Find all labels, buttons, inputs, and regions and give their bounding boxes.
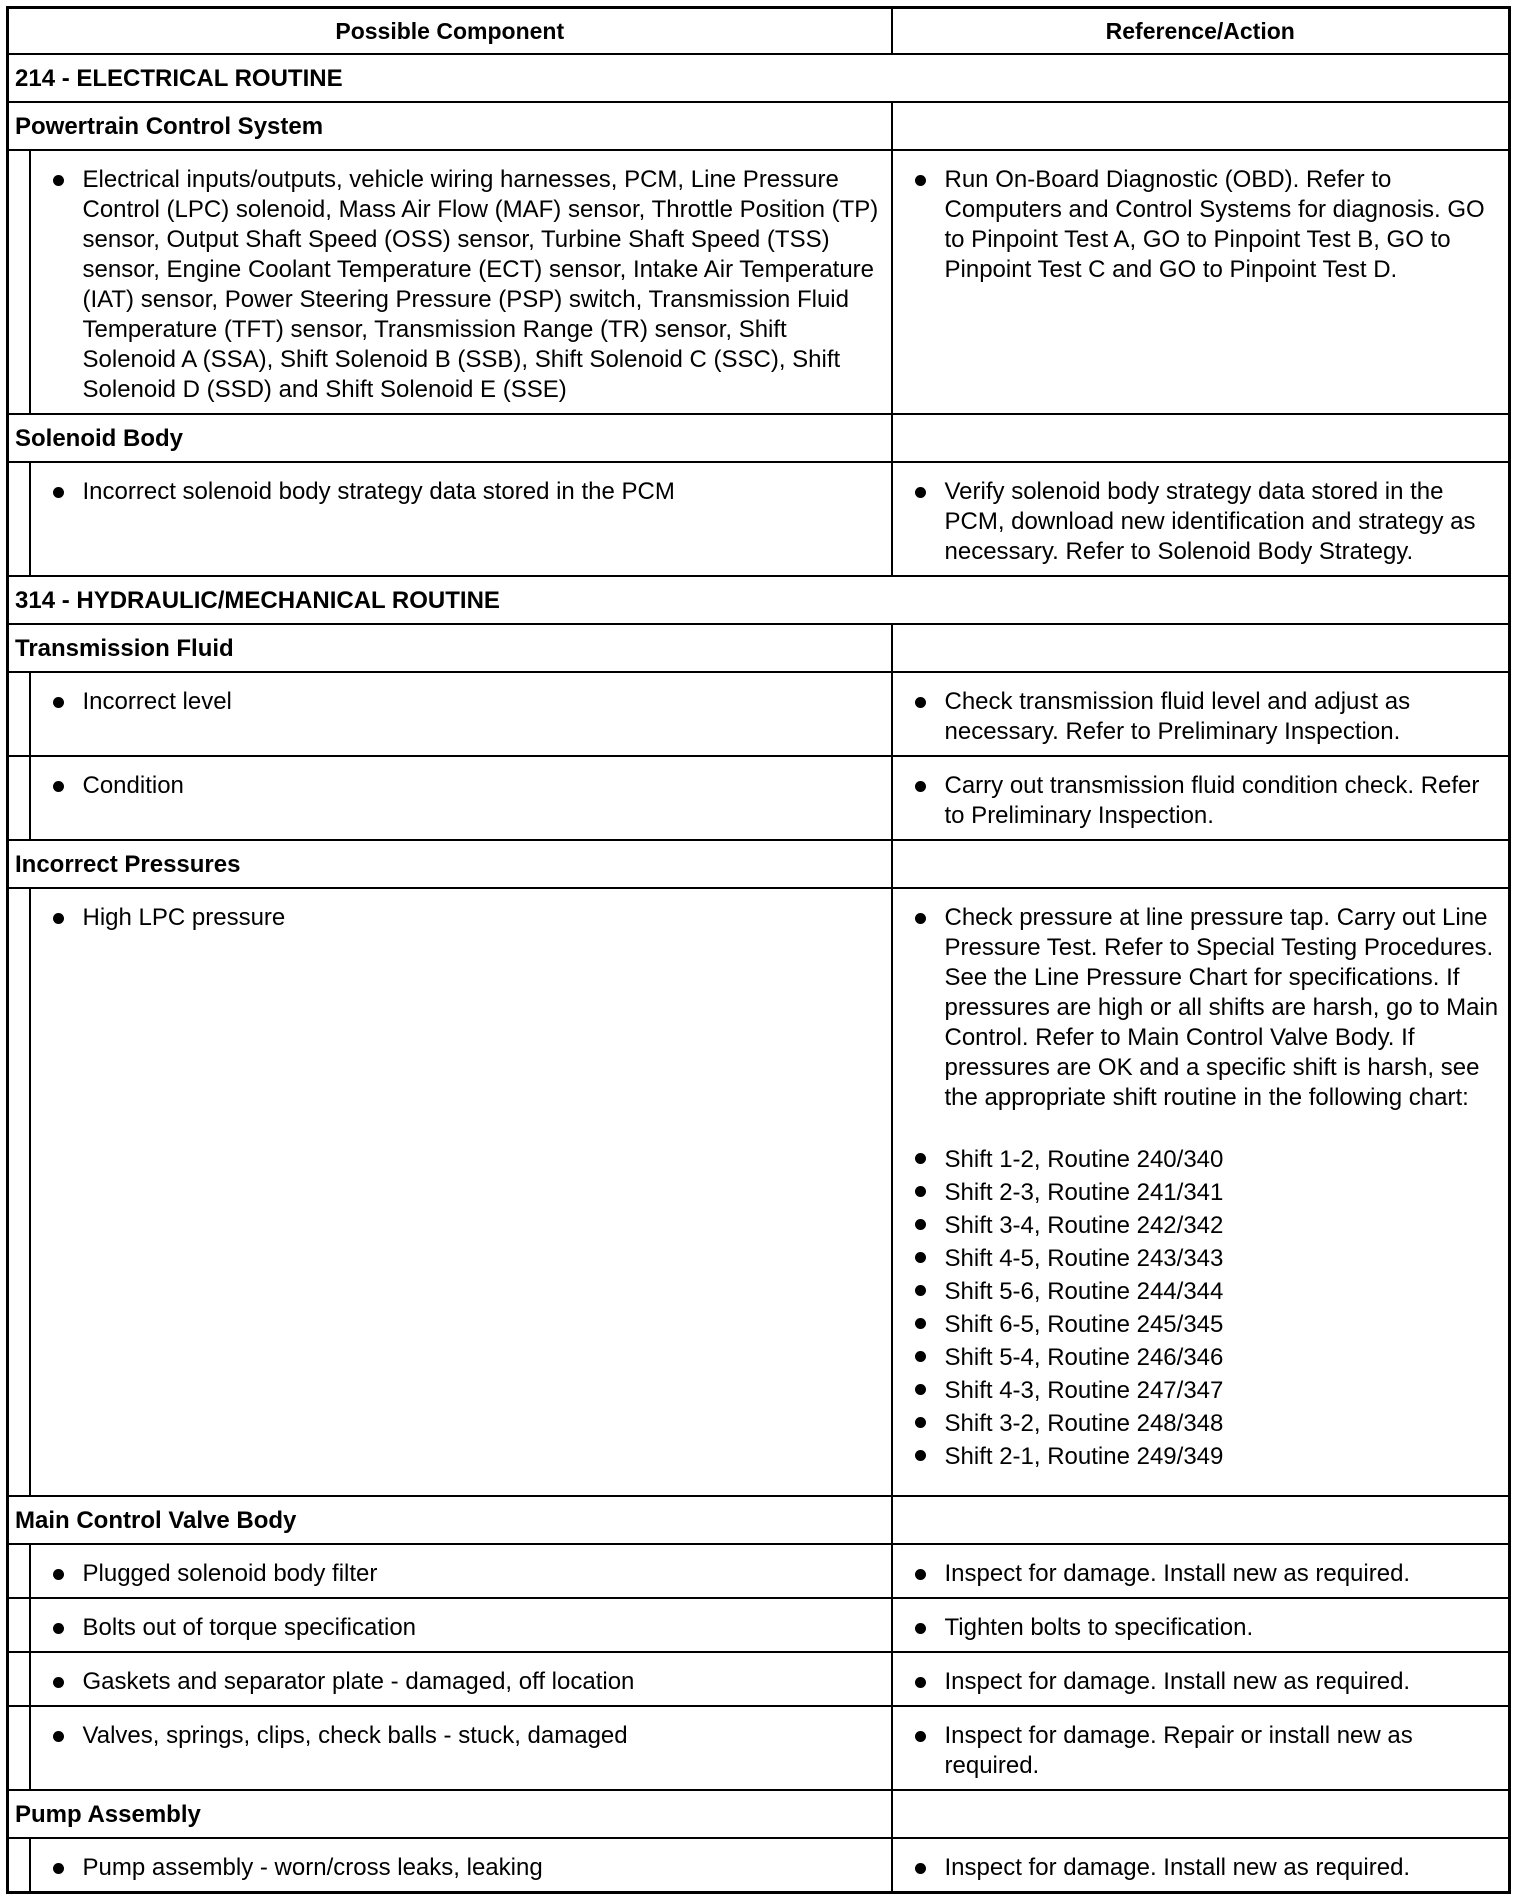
bullet-icon (915, 487, 926, 498)
list-item (893, 771, 1503, 831)
bullet-icon (915, 1677, 926, 1688)
action-text: Inspect for damage. Install new as required. (944, 1560, 1411, 1587)
list-item (893, 1667, 1503, 1697)
list-item (893, 1341, 1503, 1374)
bullet-icon (915, 781, 926, 792)
bullet-icon (53, 1623, 64, 1634)
list-item (31, 1613, 885, 1643)
list-item (893, 1242, 1503, 1275)
shift-routine-text: Shift 6-5, Routine 245/345 (944, 1311, 1224, 1338)
bullet-icon (53, 1569, 64, 1580)
shift-routine-text: Shift 5-6, Routine 244/344 (944, 1278, 1224, 1305)
section-row (8, 1790, 1510, 1838)
shift-routine-text: Shift 4-3, Routine 247/347 (944, 1377, 1224, 1404)
routine-title-314: 314 - HYDRAULIC/MECHANICAL ROUTINE (8, 576, 1510, 624)
bullet-icon (915, 1318, 926, 1329)
bullet-icon (53, 487, 64, 498)
list-item (893, 1143, 1503, 1176)
bullet-icon (915, 1219, 926, 1230)
action-text: Inspect for damage. Install new as required. (944, 1668, 1411, 1695)
bullet-icon (915, 1252, 926, 1263)
section-row (8, 102, 1510, 150)
list-item (31, 1853, 885, 1883)
section-row (8, 1496, 1510, 1544)
list-item (31, 1559, 885, 1589)
component-text: Incorrect level (82, 688, 232, 715)
shift-routine-text: Shift 2-1, Routine 249/349 (944, 1443, 1224, 1470)
component-text: Incorrect solenoid body strategy data stored in the PCM (82, 478, 675, 505)
shift-routine-text: Shift 4-5, Routine 243/343 (944, 1245, 1224, 1272)
bullet-icon (53, 697, 64, 708)
bullet-icon (53, 913, 64, 924)
table-row (8, 888, 1510, 1496)
bullet-icon (915, 1351, 926, 1362)
bullet-icon (915, 1450, 926, 1461)
list-item (893, 1209, 1503, 1242)
action-text: Run On-Board Diagnostic (OBD). Refer to Computers and Control Systems for diagnosis. GO to Pinpoint Test A, GO to Pinpoint Test B, GO to Pinpoint Test C and GO to Pinpoint Test D. (944, 166, 1485, 283)
table-row (8, 672, 1510, 756)
bullet-icon (915, 1285, 926, 1296)
list-item (893, 1440, 1503, 1473)
shift-routine-text: Shift 1-2, Routine 240/340 (944, 1146, 1224, 1173)
list-item (893, 165, 1503, 285)
bullet-icon (53, 1863, 64, 1874)
action-text: Check transmission fluid level and adjust as necessary. Refer to Preliminary Inspection. (944, 688, 1411, 745)
bullet-icon (915, 913, 926, 924)
list-item (893, 1407, 1503, 1440)
shift-routine-list (893, 1121, 1509, 1477)
list-item (31, 771, 885, 801)
section-row (8, 624, 1510, 672)
table-row (8, 1838, 1510, 1893)
bullet-icon (915, 1863, 926, 1874)
table-header-row (8, 8, 1510, 55)
table-row (8, 1652, 1510, 1706)
table-row (8, 462, 1510, 576)
list-item (893, 1176, 1503, 1209)
section-row (8, 414, 1510, 462)
bullet-icon (915, 697, 926, 708)
component-text: High LPC pressure (82, 904, 286, 931)
list-item (31, 903, 885, 933)
column-header-reference: Reference/Action (892, 8, 1510, 55)
component-text: Bolts out of torque specification (82, 1614, 417, 1641)
list-item (893, 1275, 1503, 1308)
bullet-icon (53, 1731, 64, 1742)
component-text: Gaskets and separator plate - damaged, off location (82, 1668, 635, 1695)
list-item (31, 1721, 885, 1751)
bullet-icon (53, 781, 64, 792)
routine-header-row (8, 54, 1510, 102)
section-title-solenoid-body: Solenoid Body (8, 414, 892, 462)
action-text: Inspect for damage. Repair or install new as required. (944, 1722, 1413, 1779)
list-item (31, 477, 885, 507)
shift-routine-text: Shift 3-4, Routine 242/342 (944, 1212, 1224, 1239)
table-row (8, 1544, 1510, 1598)
bullet-icon (915, 1569, 926, 1580)
list-item (893, 1559, 1503, 1589)
bullet-icon (915, 1417, 926, 1428)
list-item (31, 1667, 885, 1697)
section-title-powertrain: Powertrain Control System (8, 102, 892, 150)
section-title-transmission-fluid: Transmission Fluid (8, 624, 892, 672)
column-header-component: Possible Component (8, 8, 892, 55)
component-text: Electrical inputs/outputs, vehicle wiring harnesses, PCM, Line Pressure Control (LPC) solenoid, Mass Air Flow (MAF) sensor, Throttle Position (TP) sensor, Output Shaft Speed (OSS) sensor, Turbine Shaft Speed (TSS) sensor, Engine Coolant Temperature (ECT) sensor, Intake Air Temperature (IAT) sensor, Power Steering Pressure (PSP) switch, Transmission Fluid Temperature (TFT) sensor, Transmission Range (TR) sensor, Shift Solenoid A (SSA), Shift Solenoid B (SSB), Shift Solenoid C (SSC), Shift Solenoid D (SSD) and Shift Solenoid E (SSE) (82, 166, 879, 403)
component-text: Pump assembly - worn/cross leaks, leaking (82, 1854, 543, 1881)
action-text: Carry out transmission fluid condition check. Refer to Preliminary Inspection. (944, 772, 1480, 829)
shift-routine-text: Shift 2-3, Routine 241/341 (944, 1179, 1224, 1206)
section-row (8, 840, 1510, 888)
list-item (893, 1374, 1503, 1407)
shift-routine-text: Shift 3-2, Routine 248/348 (944, 1410, 1224, 1437)
table-row (8, 1598, 1510, 1652)
list-item (893, 1853, 1503, 1883)
bullet-icon (915, 1384, 926, 1395)
table-row (8, 1706, 1510, 1790)
action-text: Check pressure at line pressure tap. Carry out Line Pressure Test. Refer to Special Testing Procedures. See the Line Pressure Chart for specifications. If pressures are high or all shifts are harsh, go to Main Control. Refer to Main Control Valve Body. If pressures are OK and a specific shift is harsh, see the appropriate shift routine in the following chart: (944, 904, 1499, 1111)
list-item (893, 687, 1503, 747)
list-item (31, 687, 885, 717)
bullet-icon (915, 1731, 926, 1742)
diagnostic-table (6, 6, 1511, 1894)
section-title-main-control-valve-body: Main Control Valve Body (8, 1496, 892, 1544)
table-row (8, 150, 1510, 414)
section-title-incorrect-pressures: Incorrect Pressures (8, 840, 892, 888)
shift-routine-text: Shift 5-4, Routine 246/346 (944, 1344, 1224, 1371)
bullet-icon (915, 1186, 926, 1197)
list-item (31, 165, 885, 405)
routine-title-214: 214 - ELECTRICAL ROUTINE (8, 54, 1510, 102)
list-item (893, 1613, 1503, 1643)
bullet-icon (53, 175, 64, 186)
bullet-icon (915, 1153, 926, 1164)
routine-header-row (8, 576, 1510, 624)
bullet-icon (53, 1677, 64, 1688)
bullet-icon (915, 175, 926, 186)
diagnostic-table-page (6, 6, 1508, 1881)
list-item (893, 1721, 1503, 1781)
component-text: Valves, springs, clips, check balls - stuck, damaged (82, 1722, 628, 1749)
table-row (8, 756, 1510, 840)
bullet-icon (915, 1623, 926, 1634)
list-item (893, 903, 1503, 1113)
list-item (893, 1308, 1503, 1341)
action-text: Verify solenoid body strategy data stored in the PCM, download new identification and strategy as necessary. Refer to Solenoid Body Strategy. (944, 478, 1476, 565)
component-text: Plugged solenoid body filter (82, 1560, 378, 1587)
action-text: Inspect for damage. Install new as required. (944, 1854, 1411, 1881)
action-text: Tighten bolts to specification. (944, 1614, 1254, 1641)
list-item (893, 477, 1503, 567)
section-title-pump-assembly: Pump Assembly (8, 1790, 892, 1838)
component-text: Condition (82, 772, 184, 799)
